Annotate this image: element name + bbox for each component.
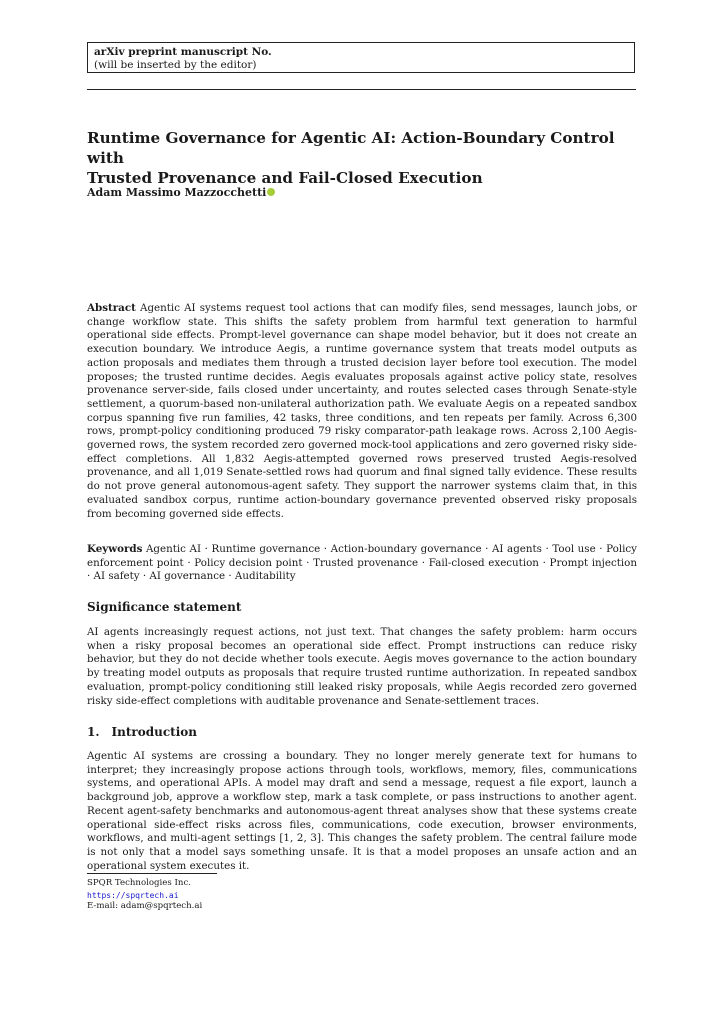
affiliation-org: SPQR Technologies Inc.	[87, 878, 191, 888]
introduction-heading: 1. Introduction	[87, 725, 197, 739]
introduction-text: Agentic AI systems are crossing a boundary. They no longer merely generate text for humans to interpret; they increasingly propose actions through tools, workflows, memory, files, communications systems, and operational APIs. A model may draft and send a message, request a file export, launch a background job, approve a workflow step, mark a task complete, or pass instructions to another agent. Recent agent-safety benchmarks and autonomous-agent threat analyses show that these systems create operational side-effect risks across files, communications, code execution, browser environments, workflows, and multi-agent settings [1, 2, 3]. This changes the safety problem. The central failure mode is not only that a model says something unsafe. It is that a model proposes an unsafe action and an operational system executes it.	[87, 750, 637, 872]
significance-text: AI agents increasingly request actions, not just text. That changes the safety problem: harm occurs when a risky proposal becomes an operational side effect. Prompt instructions can reduce risky behavior, but they do not decide whether tools execute. Aegis moves governance to the action boundary by treating model outputs as proposals that require trusted runtime authorization. In repeated sandbox evaluation, prompt-policy conditioning still leaked risky proposals, while Aegis recorded zero governed risky side-effect completions with auditable provenance and Senate-settlement traces.	[87, 626, 637, 707]
paper-title	[87, 128, 647, 188]
keywords	[87, 543, 637, 584]
header-rule	[87, 89, 636, 90]
footnote-rule	[87, 873, 217, 874]
keywords-label: Keywords	[87, 543, 143, 555]
preprint-line-1: arXiv preprint manuscript No.	[94, 46, 272, 58]
abstract-text: Agentic AI systems request tool actions that can modify files, send messages, launch jobs, or change workflow state. This shifts the safety problem from harmful text generation to harmful operational side effects. Prompt-level governance can shape model behavior, but it does not create an execution boundary. We introduce Aegis, a runtime governance system that treats model outputs as action proposals and mediates them through a trusted decision layer before tool execution. The model proposes; the trusted runtime decides. Aegis evaluates proposals against active policy state, resolves provenance server-side, fails closed under uncertainty, and routes selected cases through Senate-style settlement, a quorum-based non-unilateral authorization path. We evaluate Aegis on a repeated sandbox corpus spanning five run families, 42 tasks, three conditions, and ten repeats per family. Across 6,300 rows, prompt-policy conditioning produced 79 risky comparator-path leakage rows. Across 2,100 Aegis-governed rows, the system recorded zero governed mock-tool applications and zero governed risky side-effect completions. All 1,832 Aegis-attempted governed rows preserved trusted Aegis-resolved provenance, and all 1,019 Senate-settled rows had quorum and final signed tally evidence. These results do not prove general autonomous-agent safety. They support the narrower systems claim that, in this evaluated sandbox corpus, runtime action-boundary governance prevented observed risky proposals from becoming governed side effects.	[87, 302, 638, 520]
keywords-text: Agentic AI · Runtime governance · Action-boundary governance · AI agents · Tool use · Policy enforcement point · Policy decision point · Trusted provenance · Fail-closed execution · Prompt injection · AI safety · AI governance · Auditability	[87, 543, 637, 583]
abstract	[87, 302, 637, 521]
affiliation-email: E-mail: adam@spqrtech.ai	[87, 901, 203, 911]
affiliation-footnote	[87, 878, 202, 913]
abstract-label: Abstract	[87, 302, 136, 314]
author	[87, 186, 275, 199]
preprint-line-2: (will be inserted by the editor)	[94, 59, 257, 71]
preprint-notice-box	[87, 42, 635, 73]
significance-heading: Significance statement	[87, 600, 242, 614]
author-name: Adam Massimo Mazzocchetti	[87, 186, 267, 199]
title-line-1: Runtime Governance for Agentic AI: Action-Boundary Control with	[87, 129, 615, 167]
title-line-2: Trusted Provenance and Fail-Closed Execution	[87, 169, 483, 187]
orcid-icon[interactable]	[267, 188, 275, 196]
affiliation-url-link[interactable]: https://spqrtech.ai	[87, 890, 179, 900]
